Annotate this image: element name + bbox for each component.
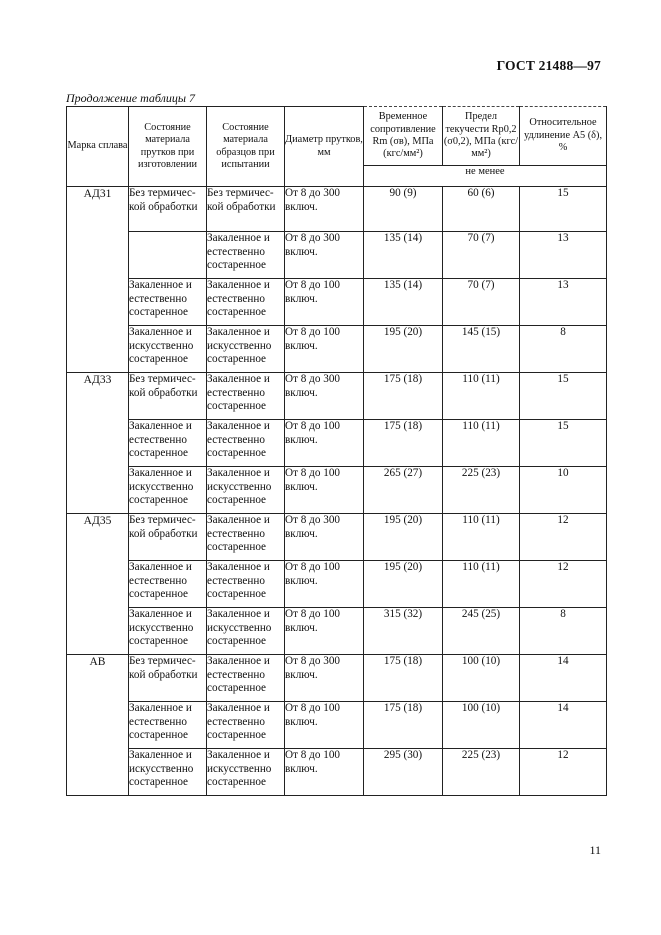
yield-cell: 225 (23) <box>443 749 520 796</box>
table-row <box>67 373 607 420</box>
diameter-cell: От 8 до 100 включ. <box>285 326 364 373</box>
rod-state-cell: Закаленное и искусственно состаренное <box>129 749 207 796</box>
yield-cell: 245 (25) <box>443 608 520 655</box>
table-row <box>67 420 607 467</box>
diameter-cell: От 8 до 300 включ. <box>285 232 364 279</box>
elongation-cell: 8 <box>520 608 607 655</box>
sample-state-cell: Закаленное и искусственно состаренное <box>207 608 285 655</box>
elongation-cell: 13 <box>520 232 607 279</box>
table-row <box>67 187 607 232</box>
tensile-cell: 295 (30) <box>364 749 443 796</box>
alloy-cell: АВ <box>67 655 129 796</box>
col-header-rod-state: Состояние материала прутков при изготовлении <box>129 107 207 187</box>
table-caption: Продолжение таблицы 7 <box>66 91 196 105</box>
tensile-cell: 265 (27) <box>364 467 443 514</box>
rod-state-cell: Закаленное и искусственно состаренное <box>129 608 207 655</box>
sample-state-cell: Закаленное и естественно состаренное <box>207 702 285 749</box>
rod-state-cell: Закаленное и искусственно состаренное <box>129 326 207 373</box>
tensile-cell: 195 (20) <box>364 514 443 561</box>
standard-number: ГОСТ 21488—97 <box>496 58 601 73</box>
rod-state-cell: Закаленное и естественно состаренное <box>129 702 207 749</box>
diameter-cell: От 8 до 100 включ. <box>285 467 364 514</box>
rod-state-cell: Без термичес- кой обработки <box>129 655 207 702</box>
rod-state-cell: Закаленное и естественно состаренное <box>129 279 207 326</box>
elongation-cell: 14 <box>520 655 607 702</box>
col-header-diameter: Диаметр прутков, мм <box>285 107 364 187</box>
sample-state-cell: Закаленное и естественно состаренное <box>207 232 285 279</box>
sample-state-cell: Закаленное и искусственно состаренное <box>207 326 285 373</box>
yield-cell: 110 (11) <box>443 420 520 467</box>
yield-cell: 145 (15) <box>443 326 520 373</box>
table-row <box>67 326 607 373</box>
yield-cell: 100 (10) <box>443 702 520 749</box>
yield-cell: 110 (11) <box>443 514 520 561</box>
tensile-cell: 135 (14) <box>364 232 443 279</box>
tensile-cell: 175 (18) <box>364 373 443 420</box>
table-row <box>67 608 607 655</box>
page-number: 11 <box>589 843 601 857</box>
sample-state-cell: Закаленное и естественно состаренное <box>207 420 285 467</box>
elongation-cell: 8 <box>520 326 607 373</box>
table-row <box>67 749 607 796</box>
rod-state-cell: Без термичес- кой обработки <box>129 373 207 420</box>
table-row <box>67 514 607 561</box>
table-row <box>67 702 607 749</box>
col-header-elongation: Относительное удлинение A5 (δ), % <box>520 107 607 166</box>
diameter-cell: От 8 до 100 включ. <box>285 561 364 608</box>
min-note: не менее <box>364 166 607 187</box>
table-row <box>67 467 607 514</box>
table-row <box>67 279 607 326</box>
tensile-cell: 175 (18) <box>364 655 443 702</box>
yield-cell: 100 (10) <box>443 655 520 702</box>
yield-cell: 110 (11) <box>443 561 520 608</box>
yield-cell: 110 (11) <box>443 373 520 420</box>
rod-state-cell: Закаленное и естественно состаренное <box>129 420 207 467</box>
tensile-cell: 195 (20) <box>364 326 443 373</box>
sample-state-cell: Закаленное и естественно состаренное <box>207 279 285 326</box>
elongation-cell: 12 <box>520 561 607 608</box>
diameter-cell: От 8 до 100 включ. <box>285 608 364 655</box>
sample-state-cell: Закаленное и естественно состаренное <box>207 655 285 702</box>
col-header-yield: Предел текучести Rp0,2 (σ0,2), МПа (кгс/мм²) <box>443 107 520 166</box>
diameter-cell: От 8 до 300 включ. <box>285 373 364 420</box>
yield-cell: 60 (6) <box>443 187 520 232</box>
elongation-cell: 15 <box>520 373 607 420</box>
rod-state-cell <box>129 232 207 279</box>
yield-cell: 70 (7) <box>443 232 520 279</box>
elongation-cell: 12 <box>520 514 607 561</box>
elongation-cell: 10 <box>520 467 607 514</box>
rod-state-cell: Без термичес- кой обработки <box>129 187 207 232</box>
sample-state-cell: Закаленное и искусственно состаренное <box>207 467 285 514</box>
elongation-cell: 14 <box>520 702 607 749</box>
tensile-cell: 195 (20) <box>364 561 443 608</box>
sample-state-cell: Закаленное и естественно состаренное <box>207 561 285 608</box>
sample-state-cell: Закаленное и естественно состаренное <box>207 373 285 420</box>
elongation-cell: 15 <box>520 187 607 232</box>
diameter-cell: От 8 до 100 включ. <box>285 749 364 796</box>
alloy-cell: АД35 <box>67 514 129 655</box>
col-header-tensile: Временное сопротивление Rm (σв), МПа (кгс/мм²) <box>364 107 443 166</box>
diameter-cell: От 8 до 100 включ. <box>285 279 364 326</box>
elongation-cell: 13 <box>520 279 607 326</box>
tensile-cell: 175 (18) <box>364 702 443 749</box>
rod-state-cell: Закаленное и искусственно состаренное <box>129 467 207 514</box>
sample-state-cell: Закаленное и естественно состаренное <box>207 514 285 561</box>
diameter-cell: От 8 до 300 включ. <box>285 655 364 702</box>
yield-cell: 70 (7) <box>443 279 520 326</box>
diameter-cell: От 8 до 300 включ. <box>285 187 364 232</box>
tensile-cell: 175 (18) <box>364 420 443 467</box>
col-header-alloy: Марка сплава <box>67 107 129 187</box>
tensile-cell: 90 (9) <box>364 187 443 232</box>
properties-table <box>66 106 607 796</box>
elongation-cell: 15 <box>520 420 607 467</box>
sample-state-cell: Без термичес- кой обработки <box>207 187 285 232</box>
diameter-cell: От 8 до 100 включ. <box>285 702 364 749</box>
rod-state-cell: Закаленное и естественно состаренное <box>129 561 207 608</box>
tensile-cell: 135 (14) <box>364 279 443 326</box>
table-row <box>67 561 607 608</box>
diameter-cell: От 8 до 300 включ. <box>285 514 364 561</box>
sample-state-cell: Закаленное и искусственно состаренное <box>207 749 285 796</box>
alloy-cell: АД33 <box>67 373 129 514</box>
col-header-sample-state: Состояние материала образцов при испытании <box>207 107 285 187</box>
table-row <box>67 232 607 279</box>
yield-cell: 225 (23) <box>443 467 520 514</box>
rod-state-cell: Без термичес- кой обработки <box>129 514 207 561</box>
diameter-cell: От 8 до 100 включ. <box>285 420 364 467</box>
alloy-cell: АД31 <box>67 187 129 373</box>
tensile-cell: 315 (32) <box>364 608 443 655</box>
elongation-cell: 12 <box>520 749 607 796</box>
table-row <box>67 655 607 702</box>
